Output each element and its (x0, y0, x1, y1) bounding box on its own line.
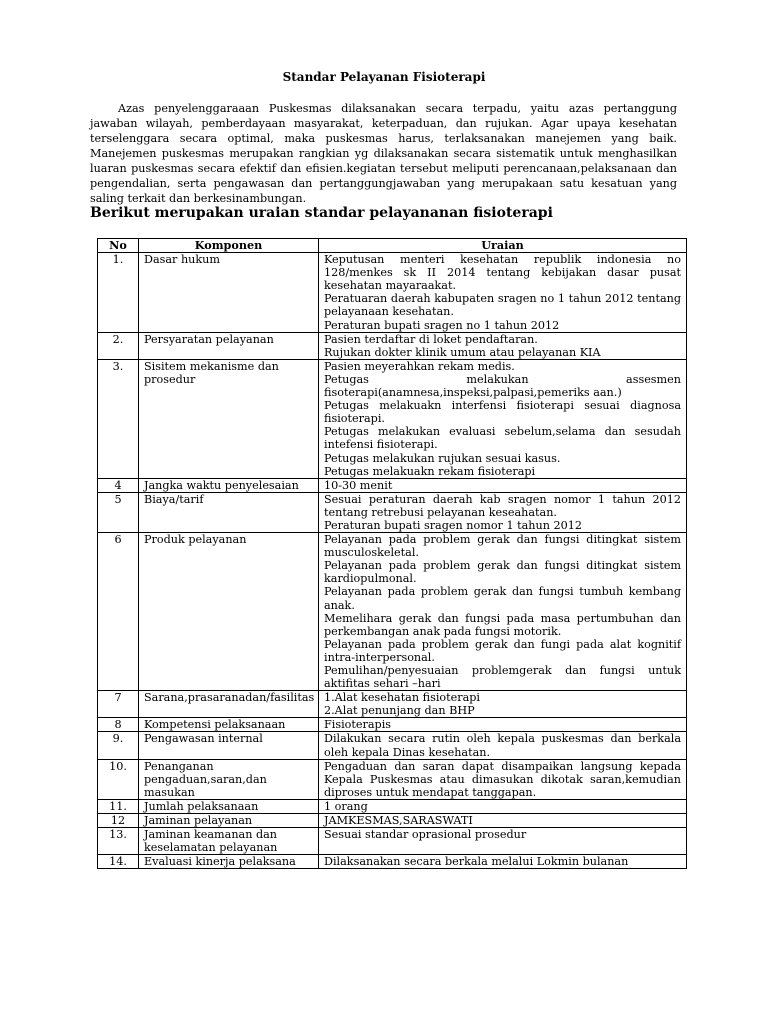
row-number: 7 (98, 691, 139, 718)
table-row (98, 332, 687, 359)
row-uraian (319, 359, 687, 478)
uraian-line: Keputusan menteri kesehatan republik indonesia no 128/menkes sk II 2014 tentang kebijakan dasar pusat kesehatan mayaraakat. (324, 253, 681, 293)
row-number: 5 (98, 492, 139, 532)
row-number: 3. (98, 359, 139, 478)
table-row (98, 732, 687, 759)
uraian-line: Pelayanan pada problem gerak dan fungi pada alat kognitif intra-interpersonal. (324, 637, 681, 664)
row-komponen: Persyaratan pelayanan (139, 332, 319, 359)
section-heading: Berikut merupakan uraian standar pelayananan fisioterapi (90, 205, 553, 221)
row-number: 13. (98, 828, 139, 855)
standards-table (97, 238, 687, 869)
uraian-line: JAMKESMAS,SARASWATI (324, 814, 473, 828)
row-komponen: Pengawasan internal (139, 732, 319, 759)
uraian-line: Petugas melakuakn interfensi fisioterapi sesuai diagnosa fisioterapi. (324, 399, 681, 426)
row-number: 8 (98, 718, 139, 732)
row-uraian (319, 732, 687, 759)
table-row (98, 478, 687, 492)
header-uraian: Uraian (319, 239, 687, 253)
uraian-line: Petugas melakuakn rekam fisioterapi (324, 464, 536, 478)
uraian-line: Pengaduan dan saran dapat disampaikan langsung kepada Kepala Puskesmas atau dimasukan dikotak saran,kemudian diproses untuk mendapat tanggapan. (324, 759, 681, 799)
uraian-line: Pasien terdaftar di loket pendaftaran. (324, 332, 538, 346)
uraian-line: Fisioterapis (324, 718, 392, 732)
table-row (98, 855, 687, 869)
row-komponen: Sarana,prasaranadan/fasilitas (139, 691, 319, 718)
row-komponen: Jumlah pelaksanaan (139, 799, 319, 813)
uraian-line: Pelayanan pada problem gerak dan fungsi ditingkat sistem musculoskeletal. (324, 533, 681, 560)
row-number: 11. (98, 799, 139, 813)
intro-paragraph: Azas penyelenggaraaan Puskesmas dilaksanakan secara terpadu, yaitu azas pertanggung jawaban wilayah, pemberdayaan masyarakat, keterpaduan, dan rujukan. Agar upaya kesehatan terselenggara secara optimal, maka puskesmas harus, terlaksanakan manejemen yang baik. Manejemen puskesmas merupakan rangkian yg dilaksanakan secara sistematik untuk menghasilkan luaran puskesmas secara efektif dan efisien.kegiatan tersebut meliputi perencanaan,pelaksanaan dan pengendalian, serta pengawasan dan pertanggungjawaban yang merupakaan satu kesatuan yang saling terkait dan berkesinambungan. (90, 102, 677, 205)
table-row (98, 799, 687, 813)
table-header-row (98, 239, 687, 253)
table-row (98, 759, 687, 799)
uraian-line: Sesuai standar oprasional prosedur (324, 828, 527, 842)
row-komponen: Produk pelayanan (139, 533, 319, 691)
uraian-line: Pelayanan pada problem gerak dan fungsi ditingkat sistem kardiopulmonal. (324, 559, 681, 586)
uraian-line: Memelihara gerak dan fungsi pada masa pertumbuhan dan perkembangan anak pada fungsi motorik. (324, 611, 681, 638)
table-row (98, 492, 687, 532)
row-uraian (319, 828, 687, 855)
row-uraian (319, 253, 687, 333)
row-uraian (319, 691, 687, 718)
row-uraian (319, 533, 687, 691)
row-komponen: Jaminan pelayanan (139, 814, 319, 828)
uraian-line: Pasien meyerahkan rekam medis. (324, 359, 515, 373)
row-uraian (319, 718, 687, 732)
row-number: 12 (98, 814, 139, 828)
row-komponen: Biaya/tarif (139, 492, 319, 532)
row-number: 6 (98, 533, 139, 691)
uraian-line: Petugas melakukan assesmen fisoterapi(anamnesa,inspeksi,palpasi,pemeriks aan.) (324, 372, 681, 400)
uraian-line: 1 orang (324, 799, 368, 813)
row-uraian (319, 814, 687, 828)
uraian-line: Rujukan dokter klinik umum atau pelayanan KIA (324, 345, 601, 359)
row-number: 4 (98, 478, 139, 492)
table-row (98, 814, 687, 828)
row-uraian (319, 759, 687, 799)
table-row (98, 359, 687, 478)
uraian-line: Peraturan bupati sragen nomor 1 tahun 2012 (324, 518, 582, 532)
header-komponen: Komponen (139, 239, 319, 253)
uraian-line: Petugas melakukan rujukan sesuai kasus. (324, 451, 561, 465)
table-row (98, 691, 687, 718)
row-komponen: Dasar hukum (139, 253, 319, 333)
row-uraian (319, 855, 687, 869)
uraian-line: Peraturan bupati sragen no 1 tahun 2012 (324, 318, 560, 332)
row-komponen: Kompetensi pelaksanaan (139, 718, 319, 732)
uraian-line: Sesuai peraturan daerah kab sragen nomor 1 tahun 2012 tentang retrebusi pelayanan keseahatan. (324, 492, 681, 519)
header-no: No (98, 239, 139, 253)
uraian-line: 2.Alat penunjang dan BHP (324, 704, 475, 718)
row-number: 2. (98, 332, 139, 359)
row-uraian (319, 478, 687, 492)
row-uraian (319, 332, 687, 359)
uraian-line: Dilaksanakan secara berkala melalui Lokmin bulanan (324, 855, 629, 869)
row-komponen: Evaluasi kinerja pelaksana (139, 855, 319, 869)
row-komponen: Jangka waktu penyelesaian (139, 478, 319, 492)
row-number: 14. (98, 855, 139, 869)
table-body (98, 253, 687, 869)
document-title: Standar Pelayanan Fisioterapi (282, 70, 486, 84)
row-number: 9. (98, 732, 139, 759)
table-row (98, 828, 687, 855)
uraian-line: Petugas melakukan evaluasi sebelum,selama dan sesudah intefensi fisioterapi. (324, 425, 681, 452)
row-komponen: Penanganan pengaduan,saran,dan masukan (139, 759, 319, 799)
uraian-line: 1.Alat kesehatan fisioterapi (324, 691, 481, 705)
uraian-line: Pelayanan pada problem gerak dan fungsi tumbuh kembang anak. (324, 585, 681, 612)
uraian-line: Peratuaran daerah kabupaten sragen no 1 tahun 2012 tentang pelayanaan kesehatan. (324, 292, 681, 319)
table-row (98, 533, 687, 691)
uraian-line: Dilakukan secara rutin oleh kepala puskesmas dan berkala oleh kepala Dinas kesehatan. (324, 732, 681, 759)
uraian-line: Pemulihan/penyesuaian problemgerak dan fungsi untuk aktifitas sehari –hari (324, 664, 681, 691)
row-number: 10. (98, 759, 139, 799)
row-uraian (319, 492, 687, 532)
table-row (98, 718, 687, 732)
uraian-line: 10-30 menit (324, 478, 393, 492)
table-row (98, 253, 687, 333)
row-komponen: Sisitem mekanisme dan prosedur (139, 359, 319, 478)
row-uraian (319, 799, 687, 813)
row-number: 1. (98, 253, 139, 333)
row-komponen: Jaminan keamanan dan keselamatan pelayanan (139, 828, 319, 855)
